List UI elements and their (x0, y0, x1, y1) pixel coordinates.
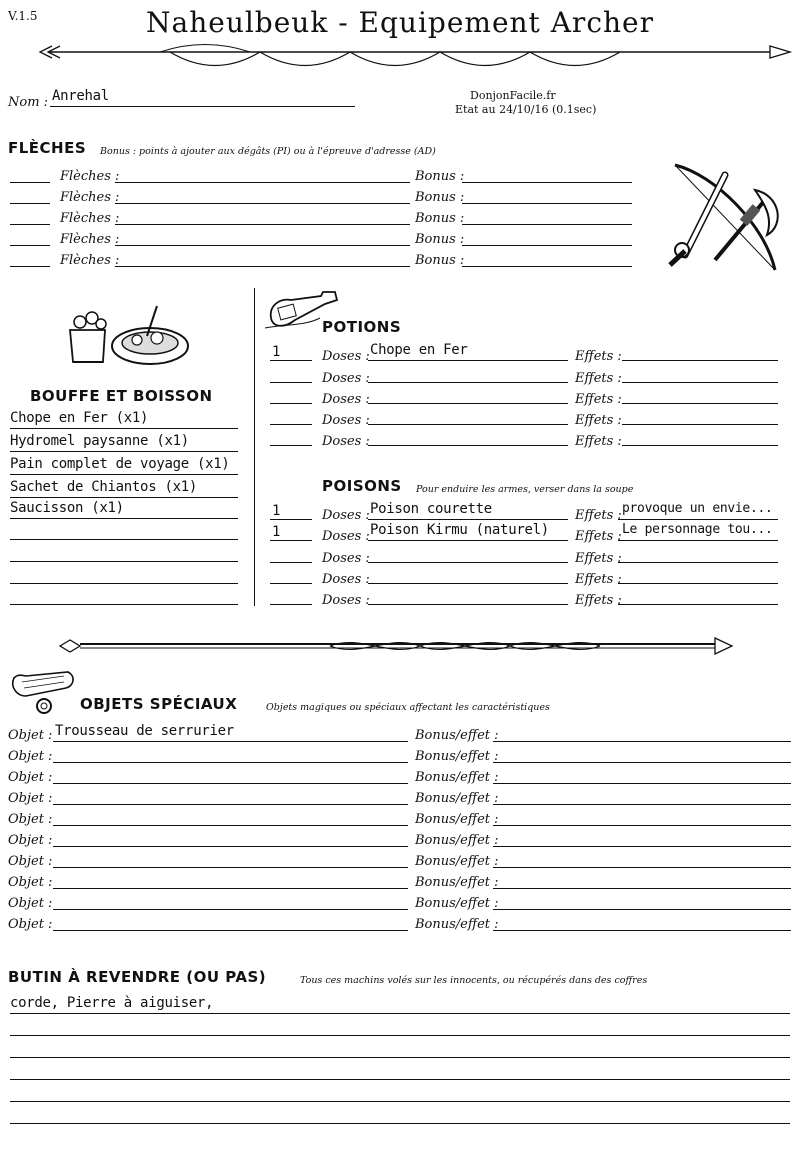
state-label: Etat au 24/10/16 (0.1sec) (455, 103, 597, 116)
field-text: Objet : (8, 854, 53, 869)
field-text: Effets : (575, 371, 622, 386)
field-text: Objet : (8, 812, 53, 827)
fill-line[interactable] (622, 445, 778, 446)
fill-line[interactable] (368, 519, 568, 520)
fill-line[interactable] (493, 909, 791, 910)
fill-line[interactable] (368, 540, 568, 541)
field-text: Bonus/effet : (415, 896, 499, 911)
fill-line[interactable] (53, 741, 408, 742)
field-text: Bonus : (415, 253, 465, 268)
field-text: Effets : (575, 551, 622, 566)
field-text: Bonus/effet : (415, 770, 499, 785)
fill-line[interactable] (10, 583, 238, 584)
weapons-icon (655, 155, 790, 275)
fill-line[interactable] (53, 762, 408, 763)
fill-line[interactable] (53, 804, 408, 805)
fill-line[interactable] (622, 424, 778, 425)
field-text: Bonus : (415, 211, 465, 226)
field-text: Objet : (8, 770, 53, 785)
field-text: Objet : (8, 728, 53, 743)
field-text: Le personnage tou... (622, 522, 773, 537)
field-text: Objet : (8, 896, 53, 911)
fill-line[interactable] (462, 182, 632, 183)
poisons-note: Pour enduire les armes, verser dans la soupe (416, 484, 634, 495)
field-text: Effets : (575, 529, 622, 544)
fill-line[interactable] (10, 428, 238, 429)
field-text: Objet : (8, 791, 53, 806)
field-text: provoque un envie... (622, 501, 773, 516)
field-text: Objet : (8, 917, 53, 932)
fill-line[interactable] (270, 424, 312, 425)
fill-line[interactable] (270, 360, 312, 361)
fill-line[interactable] (53, 867, 408, 868)
field-text: Doses : (322, 434, 370, 449)
fill-line[interactable] (10, 518, 238, 519)
field-text: Bonus : (415, 232, 465, 247)
field-text: Doses : (322, 371, 370, 386)
field-text: Effets : (575, 349, 622, 364)
fill-line[interactable] (622, 403, 778, 404)
field-text: Bonus/effet : (415, 812, 499, 827)
field-text: Bonus : (415, 169, 465, 184)
fill-line[interactable] (10, 1035, 790, 1036)
fill-line[interactable] (10, 224, 50, 225)
field-text: Poison courette (370, 501, 492, 517)
poisons-title: POISONS (322, 477, 402, 495)
fill-line[interactable] (270, 562, 312, 563)
page-title: Naheulbeuk - Equipement Archer (146, 6, 654, 39)
field-text: Flèches : (60, 211, 120, 226)
field-text: Effets : (575, 572, 622, 587)
fill-line[interactable] (53, 846, 408, 847)
fill-line[interactable] (368, 403, 568, 404)
fill-line[interactable] (270, 583, 312, 584)
fill-line[interactable] (493, 762, 791, 763)
scroll-ring-icon (8, 668, 78, 718)
fill-line[interactable] (493, 930, 791, 931)
fill-line[interactable] (368, 360, 568, 361)
field-text: Flèches : (60, 169, 120, 184)
fill-line[interactable] (493, 846, 791, 847)
fill-line[interactable] (462, 245, 632, 246)
field-text: Bonus/effet : (415, 749, 499, 764)
field-text: Effets : (575, 392, 622, 407)
fill-line[interactable] (10, 451, 238, 452)
fill-line[interactable] (10, 1013, 790, 1014)
name-line (50, 106, 355, 107)
field-text: Objet : (8, 833, 53, 848)
fill-line[interactable] (368, 583, 568, 584)
fill-line[interactable] (115, 203, 410, 204)
fill-line[interactable] (10, 203, 50, 204)
field-text: Pain complet de voyage (x1) (10, 456, 230, 472)
fill-line[interactable] (618, 519, 778, 520)
name-value[interactable]: Anrehal (52, 88, 109, 104)
field-text: Objet : (8, 749, 53, 764)
fill-line[interactable] (53, 888, 408, 889)
fill-line[interactable] (462, 266, 632, 267)
fill-line[interactable] (493, 825, 791, 826)
fill-line[interactable] (368, 562, 568, 563)
staff-divider (0, 630, 800, 670)
fill-line[interactable] (10, 604, 238, 605)
column-divider (254, 288, 255, 606)
fill-line[interactable] (622, 382, 778, 383)
fill-line[interactable] (493, 783, 791, 784)
fill-line[interactable] (53, 825, 408, 826)
field-text: Bonus/effet : (415, 854, 499, 869)
fill-line[interactable] (462, 224, 632, 225)
objets-title: OBJETS SPÉCIAUX (80, 695, 238, 713)
food-icon (65, 300, 195, 370)
fleches-note: Bonus : points à ajouter aux dégâts (PI) ou à l'épreuve d'adresse (AD) (100, 146, 436, 157)
fill-line[interactable] (618, 562, 778, 563)
field-text: Chope en Fer (x1) (10, 410, 149, 426)
field-text: Doses : (322, 413, 370, 428)
fill-line[interactable] (622, 360, 778, 361)
fill-line[interactable] (493, 888, 791, 889)
field-text: 1 (272, 524, 281, 540)
fill-line[interactable] (53, 783, 408, 784)
field-text: Flèches : (60, 232, 120, 247)
fill-line[interactable] (10, 245, 50, 246)
fill-line[interactable] (115, 266, 410, 267)
butin-title: BUTIN À REVENDRE (OU PAS) (8, 968, 267, 986)
fill-line[interactable] (10, 182, 50, 183)
fill-line[interactable] (10, 539, 238, 540)
fill-line[interactable] (368, 445, 568, 446)
fill-line[interactable] (10, 1101, 790, 1102)
fill-line[interactable] (270, 540, 312, 541)
fill-line[interactable] (10, 1123, 790, 1124)
fill-line[interactable] (618, 583, 778, 584)
field-text: Doses : (322, 551, 370, 566)
field-text: Doses : (322, 349, 370, 364)
field-text: Hydromel paysanne (x1) (10, 433, 189, 449)
field-text: Effets : (575, 508, 622, 523)
site-label: DonjonFacile.fr (470, 89, 556, 102)
field-text: Bonus/effet : (415, 917, 499, 932)
fill-line[interactable] (270, 403, 312, 404)
fill-line[interactable] (493, 867, 791, 868)
field-text: Saucisson (x1) (10, 500, 124, 516)
fill-line[interactable] (10, 1079, 790, 1080)
fill-line[interactable] (493, 741, 791, 742)
objets-note: Objets magiques ou spéciaux affectant les caractéristiques (266, 702, 550, 713)
field-text: 1 (272, 503, 281, 519)
field-text: Flèches : (60, 190, 120, 205)
fill-line[interactable] (618, 604, 778, 605)
potions-title: POTIONS (322, 318, 402, 336)
fill-line[interactable] (270, 604, 312, 605)
butin-note: Tous ces machins volés sur les innocents, ou récupérés dans des coffres (300, 975, 648, 986)
fleches-title: FLÈCHES (8, 139, 87, 157)
field-text: Effets : (575, 434, 622, 449)
fill-line[interactable] (618, 540, 778, 541)
field-text: Doses : (322, 572, 370, 587)
field-text: Effets : (575, 593, 622, 608)
field-text: Doses : (322, 529, 370, 544)
field-text: Poison Kirmu (naturel) (370, 522, 549, 538)
fill-line[interactable] (10, 266, 50, 267)
field-text: Doses : (322, 392, 370, 407)
name-label: Nom : (8, 95, 49, 110)
field-text: Bonus/effet : (415, 875, 499, 890)
field-text: Chope en Fer (370, 342, 468, 358)
fill-line[interactable] (115, 224, 410, 225)
fill-line[interactable] (10, 497, 238, 498)
fill-line[interactable] (368, 604, 568, 605)
field-text: Effets : (575, 413, 622, 428)
field-text: Objet : (8, 875, 53, 890)
field-text: Bonus/effet : (415, 728, 499, 743)
field-text: Doses : (322, 593, 370, 608)
fill-line[interactable] (462, 203, 632, 204)
fill-line[interactable] (10, 1057, 790, 1058)
version-label: V.1.5 (8, 9, 38, 23)
field-text: Flèches : (60, 253, 120, 268)
field-text: Bonus : (415, 190, 465, 205)
fill-line[interactable] (270, 519, 312, 520)
field-text: 1 (272, 344, 281, 360)
field-text: Doses : (322, 508, 370, 523)
field-text: Trousseau de serrurier (55, 723, 234, 739)
fill-line[interactable] (368, 424, 568, 425)
fill-line[interactable] (53, 930, 408, 931)
field-text: Sachet de Chiantos (x1) (10, 479, 197, 495)
arrow-divider-top (0, 0, 800, 80)
fill-line[interactable] (115, 182, 410, 183)
bouffe-title: BOUFFE ET BOISSON (30, 387, 213, 405)
fill-line[interactable] (10, 561, 238, 562)
fill-line[interactable] (368, 382, 568, 383)
field-text: Bonus/effet : (415, 791, 499, 806)
field-text: Bonus/effet : (415, 833, 499, 848)
fill-line[interactable] (53, 909, 408, 910)
fill-line[interactable] (270, 445, 312, 446)
fill-line[interactable] (115, 245, 410, 246)
fill-line[interactable] (270, 382, 312, 383)
fill-line[interactable] (10, 474, 238, 475)
field-text: corde, Pierre à aiguiser, (10, 995, 214, 1011)
fill-line[interactable] (493, 804, 791, 805)
